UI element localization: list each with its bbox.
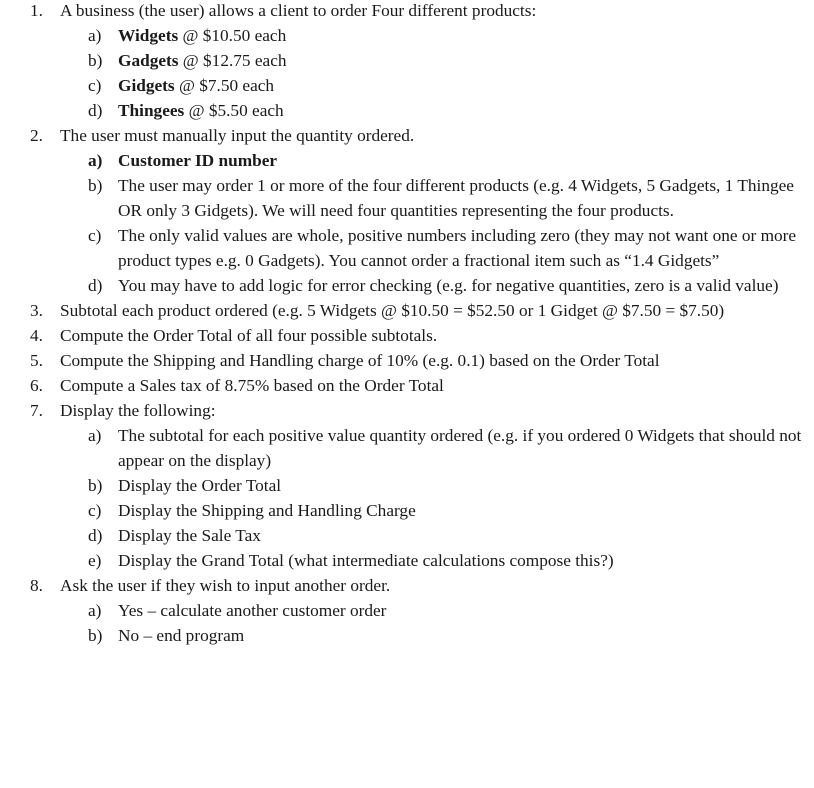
sub-item-label: a): [88, 426, 102, 445]
sub-item-1c: [0, 73, 814, 98]
sub-item-7d: [0, 523, 814, 548]
product-name: Gadgets: [118, 51, 179, 70]
sub-item-text: Display the Shipping and Handling Charge: [118, 501, 416, 520]
sub-item-label: a): [88, 151, 103, 170]
list-item-text: Compute the Order Total of all four possible subtotals.: [60, 326, 438, 345]
list-item-text: Subtotal each product ordered (e.g. 5 Widgets @ $10.50 = $52.50 or 1 Gidget @ $7.50 = $7.50): [60, 301, 725, 320]
list-number: 5.: [30, 351, 43, 370]
sub-item-label: c): [88, 76, 102, 95]
sub-item-1b: [0, 48, 814, 73]
product-name: Widgets: [118, 26, 179, 45]
product-price: @ $5.50 each: [184, 101, 284, 120]
list-item-text: A business (the user) allows a client to order Four different products:: [60, 1, 537, 20]
sub-item-label: a): [88, 26, 102, 45]
sub-item-label: a): [88, 601, 102, 620]
sub-item-label: d): [88, 526, 103, 545]
product-price: @ $10.50 each: [178, 26, 287, 45]
sub-item-text: The only valid values are whole, positive numbers including zero (they may not want one or more product types e.g. 0 Gadgets). You cannot order a fractional item such as “1.4 Gidgets”: [118, 226, 797, 270]
sub-item-text: Display the Sale Tax: [118, 526, 261, 545]
list-item-1: [0, 0, 814, 23]
list-number: 3.: [30, 301, 43, 320]
product-name: Thingees: [118, 101, 185, 120]
sub-item-text: Yes – calculate another customer order: [118, 601, 387, 620]
sub-item-1d: [0, 98, 814, 123]
sub-item-label: c): [88, 226, 102, 245]
sub-item-label: c): [88, 501, 102, 520]
list-item-text: Compute a Sales tax of 8.75% based on the Order Total: [60, 376, 444, 395]
sub-item-label: d): [88, 276, 103, 295]
list-item-2: [0, 123, 814, 148]
sub-item-7b: [0, 473, 814, 498]
list-number: 2.: [30, 126, 43, 145]
sub-item-label: b): [88, 51, 103, 70]
sub-item-text: Customer ID number: [118, 151, 278, 170]
list-item-text: The user must manually input the quantity ordered.: [60, 126, 415, 145]
sub-item-7c: [0, 498, 814, 523]
product-price: @ $7.50 each: [174, 76, 275, 95]
sub-item-2d: [0, 273, 814, 298]
list-item-text: Ask the user if they wish to input another order.: [60, 576, 391, 595]
list-number: 1.: [30, 1, 43, 20]
list-item-6: [0, 373, 814, 398]
sub-item-8a: [0, 598, 814, 623]
product-name: Gidgets: [118, 76, 175, 95]
sub-item-text: The subtotal for each positive value quantity ordered (e.g. if you ordered 0 Widgets that should not appear on the display): [118, 426, 802, 470]
list-item-7: [0, 398, 814, 423]
sub-item-label: b): [88, 176, 103, 195]
sub-item-label: b): [88, 626, 103, 645]
sub-item-1a: [0, 23, 814, 48]
sub-item-text: The user may order 1 or more of the four different products (e.g. 4 Widgets, 5 Gadgets, 1 Thingee OR only 3 Gidgets). We will need four quantities representing the four products.: [118, 176, 794, 220]
sub-item-text: Display the Grand Total (what intermediate calculations compose this?): [118, 551, 614, 570]
product-price: @ $12.75 each: [178, 51, 287, 70]
list-item-4: [0, 323, 814, 348]
sub-item-8b: [0, 623, 814, 648]
list-number: 6.: [30, 376, 43, 395]
list-number: 4.: [30, 326, 43, 345]
sub-item-label: b): [88, 476, 103, 495]
list-item-5: [0, 348, 814, 373]
sub-item-2c: [0, 223, 814, 273]
list-item-text: Display the following:: [60, 401, 216, 420]
list-item-3: [0, 298, 814, 323]
sub-item-label: d): [88, 101, 103, 120]
list-item-8: [0, 573, 814, 598]
sub-item-label: e): [88, 551, 102, 570]
list-number: 8.: [30, 576, 43, 595]
sub-item-7e: [0, 548, 814, 573]
list-item-text: Compute the Shipping and Handling charge of 10% (e.g. 0.1) based on the Order Total: [60, 351, 660, 370]
list-number: 7.: [30, 401, 43, 420]
sub-item-text: No – end program: [118, 626, 245, 645]
sub-item-text: You may have to add logic for error checking (e.g. for negative quantities, zero is a valid value): [118, 276, 779, 295]
sub-item-2b: [0, 173, 814, 223]
sub-item-7a: [0, 423, 814, 473]
sub-item-2a: [0, 148, 814, 173]
sub-item-text: Display the Order Total: [118, 476, 282, 495]
